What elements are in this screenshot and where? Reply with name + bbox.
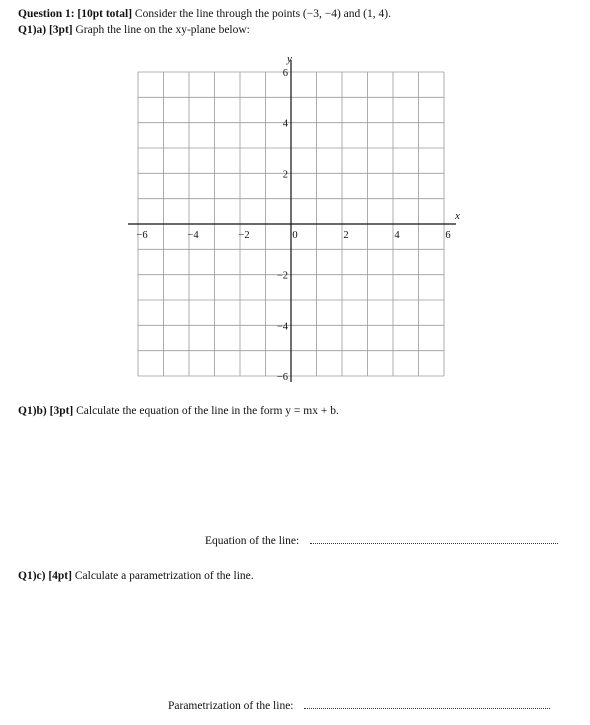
x-axis-label: x — [455, 210, 460, 222]
equation-answer-blank[interactable] — [310, 543, 558, 544]
y-axis-label: y — [287, 53, 292, 65]
parametrization-answer-line — [168, 700, 550, 712]
q1c-label: Q1)c) [4pt] — [18, 570, 72, 582]
q1c-prompt — [18, 570, 254, 582]
q1a-text: Graph the line on the xy-plane below: — [75, 24, 250, 36]
q1b-label: Q1)b) [3pt] — [18, 405, 74, 417]
q1b-prompt — [18, 405, 339, 417]
question-title: Question 1: [10pt total] — [18, 8, 133, 20]
x-tick-label: 6 — [445, 230, 451, 241]
q1a-label: Q1)a) [3pt] — [18, 24, 73, 36]
parametrization-answer-label: Parametrization of the line: — [168, 700, 294, 712]
y-tick-label: 4 — [282, 118, 288, 130]
question-statement: Consider the line through the points (−3, −4) and (1, 4). — [134, 8, 391, 20]
x-tick-label: 2 — [343, 230, 349, 241]
y-tick-label: −6 — [276, 372, 288, 383]
parametrization-answer-blank[interactable] — [304, 708, 550, 709]
equation-answer-line — [205, 535, 558, 547]
y-tick-label: −4 — [276, 321, 288, 333]
y-tick-label: 2 — [282, 169, 288, 181]
y-tick-label: 6 — [282, 68, 288, 79]
y-tick-label: −2 — [276, 270, 288, 282]
x-tick-label: −4 — [187, 230, 199, 241]
q1c-text: Calculate a parametrization of the line. — [74, 570, 254, 582]
q1b-text: Calculate the equation of the line in the form y = mx + b. — [76, 405, 339, 417]
equation-answer-label: Equation of the line: — [205, 535, 300, 547]
x-tick-label: −2 — [238, 230, 250, 241]
x-tick-label: 4 — [394, 230, 400, 241]
x-tick-label: −6 — [136, 230, 148, 241]
x-tick-label: 0 — [292, 230, 298, 241]
